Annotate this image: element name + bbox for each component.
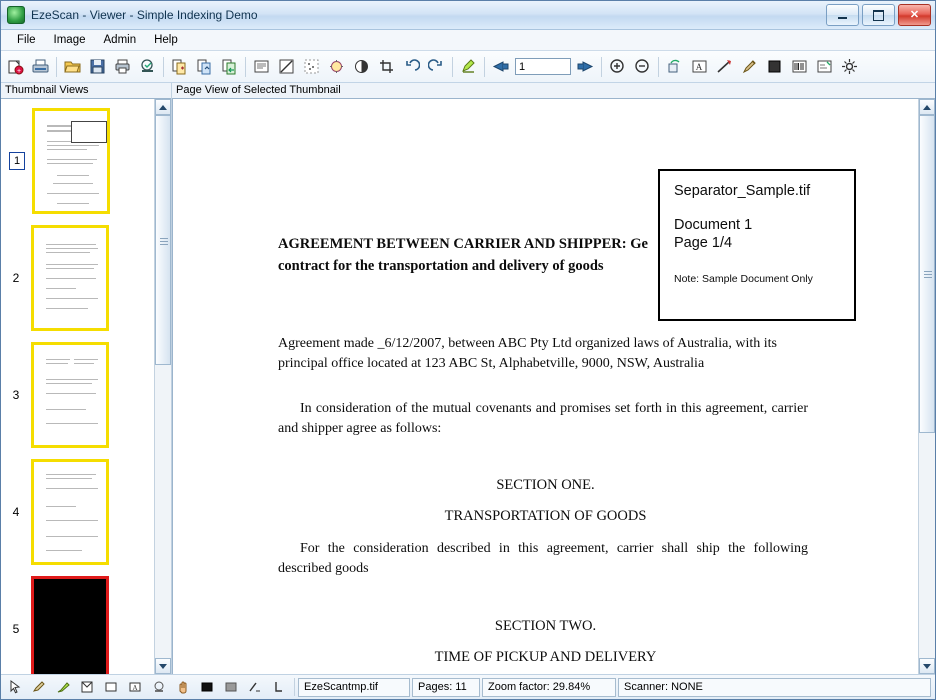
ezescan-logo-icon xyxy=(7,6,25,24)
next-page-icon[interactable] xyxy=(574,55,597,78)
separator-filename: Separator_Sample.tif xyxy=(674,183,811,199)
thumbnail-item[interactable] xyxy=(1,103,154,218)
despeckle-icon[interactable] xyxy=(275,55,298,78)
thumbnail-page-2[interactable] xyxy=(31,225,109,331)
page-canvas[interactable] xyxy=(173,99,918,674)
close-button[interactable]: ✕ xyxy=(898,4,931,26)
line-label-tool-icon[interactable] xyxy=(268,676,290,698)
svg-text:+: + xyxy=(16,68,22,75)
line-tool-icon[interactable] xyxy=(713,55,736,78)
brightness-icon[interactable] xyxy=(325,55,348,78)
measure-tool-icon[interactable] xyxy=(244,676,266,698)
open-folder-icon[interactable] xyxy=(61,55,84,78)
page-scroll-up-button[interactable] xyxy=(919,99,935,115)
rect-tool-icon[interactable] xyxy=(100,676,122,698)
thumbnail-item[interactable] xyxy=(1,454,154,569)
document-paragraph-3: For the consideration described in this agreement, carrier shall ship the following described goods xyxy=(278,541,808,577)
thumbnail-pane-caption: Thumbnail Views xyxy=(1,83,171,98)
undo-icon[interactable] xyxy=(400,55,423,78)
page-scroll-track[interactable] xyxy=(919,115,935,658)
main-area xyxy=(1,83,935,674)
menu-image[interactable]: Image xyxy=(53,34,86,46)
zoom-in-icon[interactable] xyxy=(606,55,629,78)
document-section-one: SECTION ONE. xyxy=(496,477,595,493)
annotate-tool-icon[interactable] xyxy=(28,676,50,698)
document-page xyxy=(173,99,918,674)
document-section-one-heading: TRANSPORTATION OF GOODS xyxy=(444,508,647,524)
main-toolbar xyxy=(1,51,935,83)
arrow-down-icon xyxy=(923,664,931,669)
toolbar-separator xyxy=(245,57,246,77)
note-tool-icon[interactable] xyxy=(76,676,98,698)
page-view-body xyxy=(172,98,935,674)
crop-icon[interactable] xyxy=(375,55,398,78)
page-scrollbar[interactable] xyxy=(918,99,935,674)
hand-tool-icon[interactable] xyxy=(172,676,194,698)
stamp-icon[interactable] xyxy=(136,55,159,78)
status-filename: EzeScantmp.tif xyxy=(298,678,410,697)
thumbnail-number: 2 xyxy=(12,270,20,285)
barcode-icon[interactable] xyxy=(788,55,811,78)
document-title xyxy=(278,234,708,278)
thumbnail-scroll-track[interactable] xyxy=(155,115,171,658)
page-scroll-down-button[interactable] xyxy=(919,658,935,674)
new-scan-icon[interactable] xyxy=(4,55,27,78)
toolbar-separator xyxy=(56,57,57,77)
deskew-icon[interactable] xyxy=(250,55,273,78)
thumbnail-page-4[interactable] xyxy=(31,459,109,565)
pen-tool-icon[interactable] xyxy=(738,55,761,78)
fill-black-tool-icon[interactable] xyxy=(196,676,218,698)
menu-bar xyxy=(1,30,935,51)
contrast-icon[interactable] xyxy=(350,55,373,78)
separator-document-line: Document 1 xyxy=(674,217,753,233)
status-bar xyxy=(1,674,935,699)
thumbnail-page-3[interactable] xyxy=(31,342,109,448)
document-paragraph-1: Agreement made _6/12/2007, between ABC Pty Ltd organized laws of Australia, with its principal office located at 123 ABC St, Alphabetville, 9000, NSW, Australia xyxy=(278,336,777,372)
arrow-up-icon xyxy=(923,105,931,110)
maximize-button[interactable] xyxy=(862,4,895,26)
scroll-down-button[interactable] xyxy=(155,658,171,674)
redo-icon[interactable] xyxy=(425,55,448,78)
thumbnail-number: 3 xyxy=(12,387,20,402)
document-title-line2: contract for the transportation and delivery of goods xyxy=(278,257,604,274)
pointer-tool-icon[interactable] xyxy=(4,676,26,698)
separator-overlay-box xyxy=(658,169,856,321)
window-title: EzeScan - Viewer - Simple Indexing Demo xyxy=(31,8,258,22)
previous-page-icon[interactable] xyxy=(489,55,512,78)
thumbnail-page-5[interactable] xyxy=(31,576,109,675)
page-scroll-handle[interactable] xyxy=(919,115,935,433)
thumbnail-pane xyxy=(1,83,172,674)
separator-page-line: Page 1/4 xyxy=(674,235,733,251)
status-scanner: Scanner: NONE xyxy=(618,678,931,697)
arrow-up-icon xyxy=(159,105,167,110)
page-view-caption: Page View of Selected Thumbnail xyxy=(172,83,935,98)
thumbnail-body xyxy=(1,98,171,674)
thumbnail-list[interactable] xyxy=(1,99,154,674)
save-icon[interactable] xyxy=(86,55,109,78)
maximize-icon xyxy=(873,10,884,21)
noise-filter-icon[interactable] xyxy=(300,55,323,78)
document-section-two-heading: TIME OF PICKUP AND DELIVERY xyxy=(434,649,657,665)
svg-text:A: A xyxy=(132,684,138,692)
status-zoom-factor: Zoom factor: 29.84% xyxy=(482,678,616,697)
thumbnail-number: 1 xyxy=(9,152,25,170)
scroll-up-button[interactable] xyxy=(155,99,171,115)
rotate-left-icon[interactable] xyxy=(663,55,686,78)
thumbnail-page-1[interactable] xyxy=(32,108,110,214)
document-section-two: SECTION TWO. xyxy=(494,618,597,634)
menu-admin[interactable]: Admin xyxy=(103,34,137,46)
fill-gray-tool-icon[interactable] xyxy=(220,676,242,698)
menu-help[interactable]: Help xyxy=(154,34,178,46)
thumbnail-item[interactable] xyxy=(1,571,154,674)
window-controls xyxy=(826,4,931,26)
thumbnail-item[interactable] xyxy=(1,220,154,335)
status-separator xyxy=(294,678,295,696)
page-number-input[interactable] xyxy=(515,58,571,75)
toolbar-separator xyxy=(601,57,602,77)
thumbnail-item[interactable] xyxy=(1,337,154,452)
text-tool-icon[interactable] xyxy=(124,676,146,698)
thumbnail-number: 4 xyxy=(12,504,20,519)
zoom-out-icon[interactable] xyxy=(631,55,654,78)
minimize-button[interactable] xyxy=(826,4,859,26)
minimize-icon xyxy=(838,17,847,19)
append-page-icon[interactable] xyxy=(193,55,216,78)
menu-file[interactable]: File xyxy=(17,34,36,46)
document-paragraph-2: In consideration of the mutual covenants and promises set forth in this agreement, carrier and shipper agree as follows: xyxy=(278,401,808,437)
scanner-icon[interactable] xyxy=(29,55,52,78)
toolbar-separator xyxy=(658,57,659,77)
stamp-tool-icon[interactable] xyxy=(148,676,170,698)
arrow-down-icon xyxy=(159,664,167,669)
annotate-text-icon[interactable] xyxy=(688,55,711,78)
ocr-icon[interactable] xyxy=(813,55,836,78)
svg-text:A: A xyxy=(695,62,703,72)
toolbar-separator xyxy=(484,57,485,77)
insert-page-icon[interactable] xyxy=(168,55,191,78)
page-view-pane xyxy=(172,83,935,674)
toolbar-separator xyxy=(163,57,164,77)
fill-tool-icon[interactable] xyxy=(763,55,786,78)
thumbnail-number: 5 xyxy=(12,621,20,636)
pen-tool-icon[interactable] xyxy=(52,676,74,698)
print-icon[interactable] xyxy=(111,55,134,78)
status-pages: Pages: 11 xyxy=(412,678,480,697)
toolbar-separator xyxy=(452,57,453,77)
replace-page-icon[interactable] xyxy=(218,55,241,78)
document-title-line1: AGREEMENT BETWEEN CARRIER AND SHIPPER: Ge xyxy=(278,236,648,252)
thumbnail-scrollbar[interactable] xyxy=(154,99,171,674)
thumbnail-scroll-handle[interactable] xyxy=(155,115,171,365)
title-bar xyxy=(1,1,935,30)
highlighter-icon[interactable] xyxy=(457,55,480,78)
separator-note: Note: Sample Document Only xyxy=(674,273,813,285)
settings-icon[interactable] xyxy=(838,55,861,78)
